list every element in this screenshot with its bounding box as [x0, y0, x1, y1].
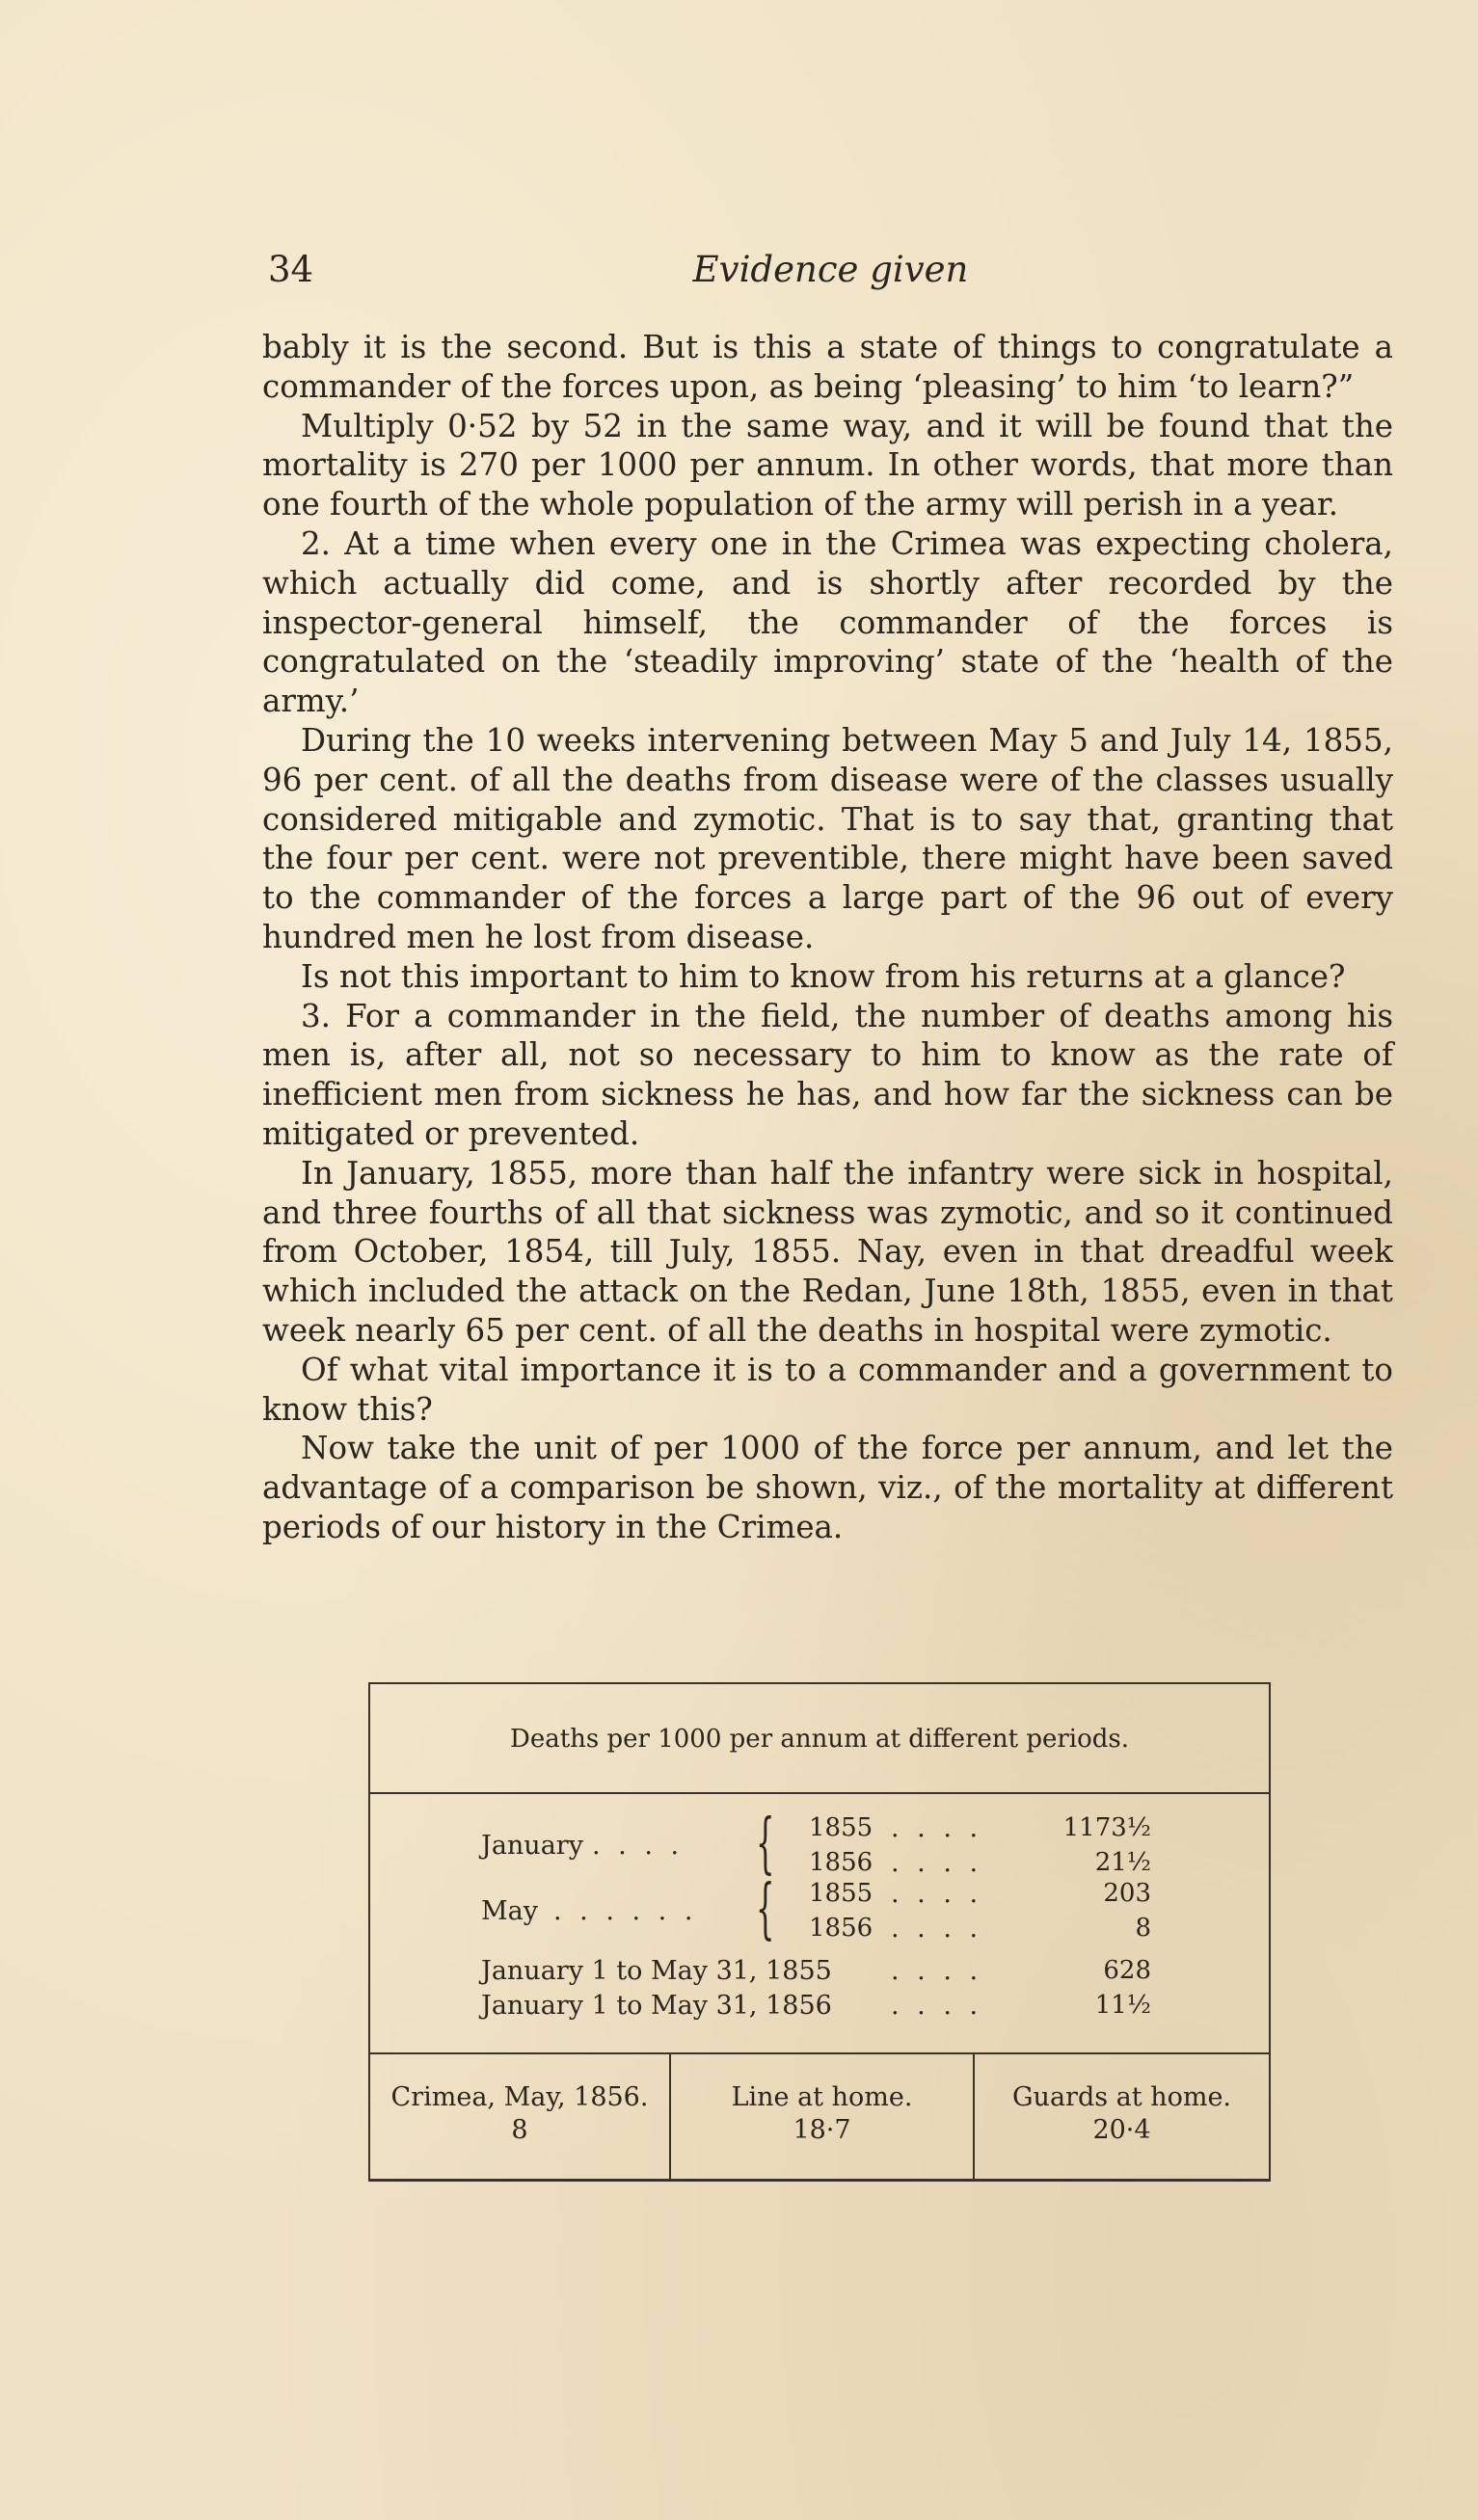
brace: {	[756, 1806, 775, 1882]
mortality-table	[368, 1682, 1271, 2182]
group-label-january: January	[481, 1831, 583, 1861]
year: 1855	[809, 1813, 873, 1842]
leader-dots: . . . .	[891, 1813, 983, 1843]
running-title: Evidence given	[692, 249, 969, 290]
leader-dots: . . . .	[891, 1848, 983, 1878]
brace: {	[756, 1871, 775, 1947]
year: 1855	[809, 1879, 873, 1908]
table-divider	[370, 1792, 1269, 1794]
comparison-label: Crimea, May, 1856.	[390, 2082, 649, 2112]
comparison-value: 8	[511, 2115, 528, 2145]
year: 1856	[809, 1914, 873, 1943]
paragraph: 3. For a commander in the field, the number of deaths among his men is, after all, not so necessary to him to know as the rate of inefficient men from sickness he has, and how far the sickness can be mitigated or prevented.	[262, 997, 1393, 1152]
paragraph: Is not this important to him to know from his returns at a glance?	[301, 957, 1346, 995]
leader-dots: . . . . . .	[553, 1896, 698, 1926]
leader-dots: . . . .	[592, 1831, 685, 1861]
year: 1856	[809, 1848, 873, 1877]
table-value: 203	[1103, 1879, 1151, 1908]
body-text	[262, 328, 1393, 1547]
range-label: January 1 to May 31, 1856	[481, 1991, 832, 2021]
paragraph: Now take the unit of per 1000 of the force per annum, and let the advantage of a comparison be shown, viz., of the mortality at different periods of our history in the Crimea.	[262, 1430, 1393, 1545]
paragraph: In January, 1855, more than half the infantry were sick in hospital, and three fourths of all that sickness was zymotic, and so it continued from October, 1854, till July, 1855. Nay, even in that dreadful week which included the attack on the Redan, June 18th, 1855, even in that week nearly 65 per cent. of all the deaths in hospital were zymotic.	[262, 1154, 1393, 1349]
table-value: 628	[1103, 1956, 1151, 1985]
comparison-label: Guards at home.	[1011, 2082, 1232, 2112]
table-title: Deaths per 1000 per annum at different periods.	[509, 1725, 1130, 1754]
paragraph: 2. At a time when every one in the Crimea was expecting cholera, which actually did come, and is shortly after recorded by the inspector-general himself, the commander of the forces is congratulated on the ‘steadily improving’ state of the ‘health of the army.’	[262, 524, 1393, 720]
comparison-value: 18·7	[793, 2115, 851, 2145]
table-value: 11½	[1094, 1991, 1151, 2020]
page-header	[268, 249, 1393, 307]
paragraph: Of what vital importance it is to a commander and a government to know this?	[262, 1351, 1393, 1428]
table-value: 21½	[1094, 1848, 1151, 1877]
comparison-cell	[973, 2052, 1269, 2181]
range-label: January 1 to May 31, 1855	[481, 1956, 832, 1986]
paragraph: bably it is the second. But is this a state of things to congratulate a commander of the forces upon, as being ‘pleasing’ to him ‘to learn?”	[262, 329, 1393, 405]
leader-dots: . . . .	[891, 1879, 983, 1909]
comparison-cell	[370, 2052, 669, 2181]
table-value: 1173½	[1062, 1813, 1151, 1842]
page-number: 34	[268, 249, 314, 290]
comparison-cell	[669, 2052, 973, 2181]
comparison-label: Line at home.	[731, 2082, 913, 2112]
paragraph: Multiply 0·52 by 52 in the same way, and it will be found that the mortality is 270 per 1000 per annum. In other words, that more than one fourth of the whole population of the army will perish in a year.	[262, 407, 1393, 523]
table-value: 8	[1135, 1914, 1151, 1943]
group-label-may: May	[481, 1896, 538, 1926]
leader-dots: . . . .	[891, 1956, 983, 1986]
leader-dots: . . . .	[891, 1991, 983, 2021]
leader-dots: . . . .	[891, 1914, 983, 1944]
comparison-value: 20·4	[1092, 2115, 1151, 2145]
paragraph: During the 10 weeks intervening between May 5 and July 14, 1855, 96 per cent. of all the deaths from disease were of the classes usually considered mitigable and zymotic. That is to say that, granting that the four per cent. were not preventible, there might have been saved to the commander of the forces a large part of the 96 out of every hundred men he lost from disease.	[262, 721, 1393, 955]
